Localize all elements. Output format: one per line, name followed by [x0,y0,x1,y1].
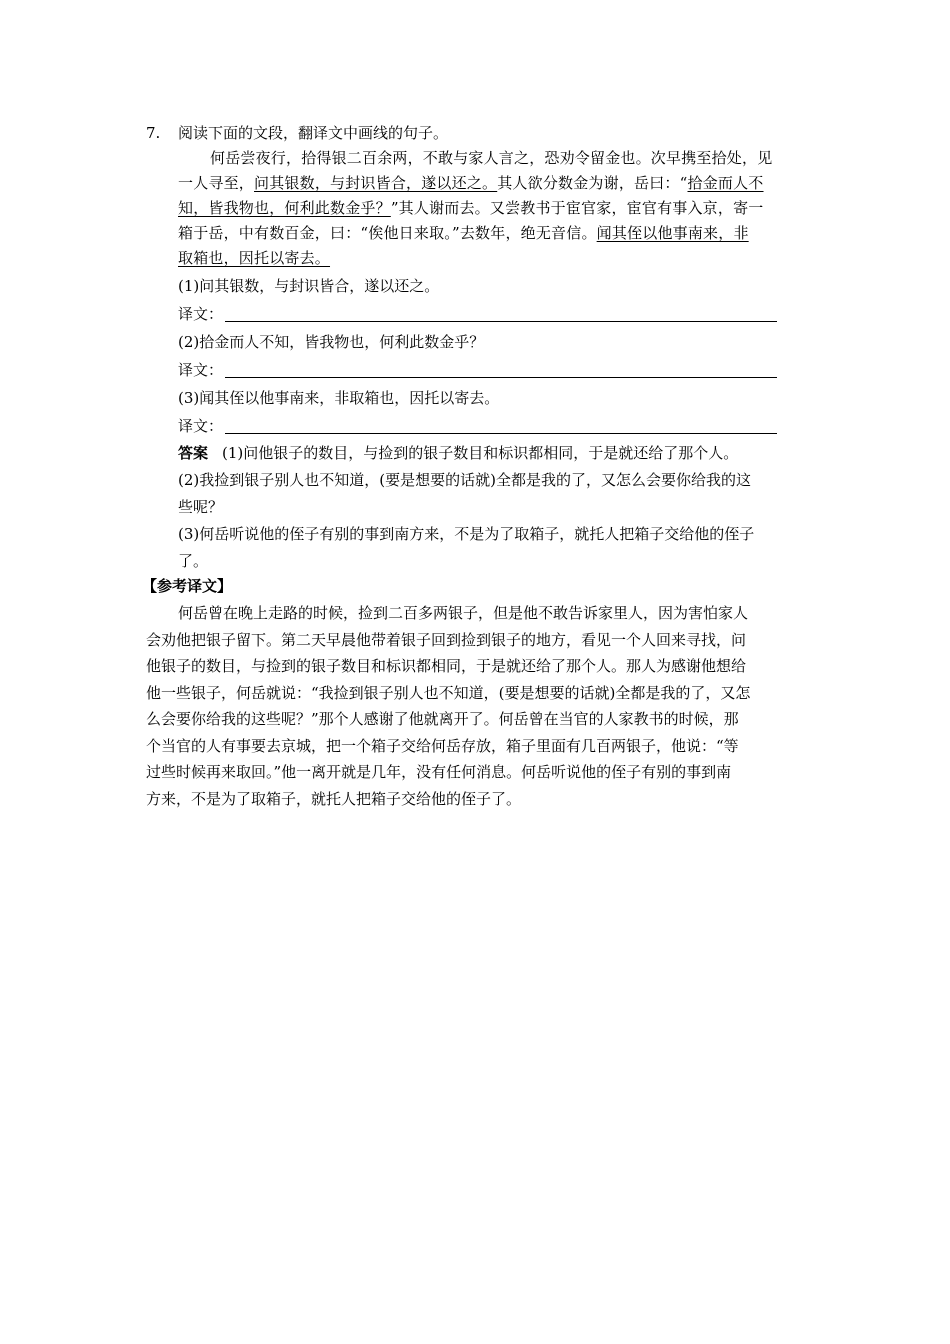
translation-label: 译文： [178,361,224,379]
underlined-sentence-2: 知，皆我物也，何利此数金乎？ [178,199,391,217]
answer-blank-line[interactable] [225,359,777,378]
translation-label: 译文： [178,305,224,323]
answer-text: (1)问他银子的数目，与捡到的银子数目和标识都相同，于是就还给了那个人。 [222,444,739,462]
reference-line: 会劝他把银子留下。第二天早晨他带着银子回到捡到银子的地方，看见一个人回来寻找，问 [146,630,747,649]
reference-line: 何岳曾在晚上走路的时候，捡到二百多两银子，但是他不敢告诉家里人，因为害怕家人 [178,604,749,622]
answer-blank-line[interactable] [225,303,777,322]
passage-line [178,221,808,246]
sub-question-2: (2)拾金而人不知，皆我物也，何利此数金乎？ [178,333,485,351]
reference-line: 方来，不是为了取箱子，就托人把箱子交给他的侄子了。 [146,789,522,808]
translation-field-3[interactable] [178,412,808,440]
passage-text: 箱于岳，中有数百金，曰：“俟他日来取。”去数年，绝无音信。 [178,224,597,242]
translation-label: 译文： [178,417,224,435]
answer-label: 答案 [178,444,209,462]
reference-line: 过些时候再来取回。”他一离开就是几年，没有任何消息。何岳听说他的侄子有别的事到南 [146,763,732,781]
question-number: 7. [146,124,161,142]
passage-line [178,196,808,221]
translation-field-1[interactable] [178,300,808,328]
translation-field-2[interactable] [178,356,808,384]
passage-line [178,146,808,171]
passage-line [178,246,808,271]
answer-blank-line[interactable] [225,415,777,434]
translation-items [178,272,808,440]
passage-text: 一人寻至， [178,174,255,192]
sub-question-3: (3)闻其侄以他事南来，非取箱也，因托以寄去。 [178,389,500,407]
underlined-sentence-2: 拾金而人不 [687,174,764,192]
underlined-sentence-1: 问其银数，与封识皆合，遂以还之。 [254,174,498,192]
question-title [146,121,448,146]
reference-translation [146,600,810,812]
answer-3-line: (3)何岳听说他的侄子有别的事到南方来，不是为了取箱子，就托人把箱子交给他的侄子 [178,525,755,543]
answer-2-line: (2)我捡到银子别人也不知道，(要是想要的话就)全都是我的了，又怎么会要你给我的这 [178,471,751,489]
answer-1 [178,440,810,467]
question-prompt: 阅读下面的文段，翻译文中画线的句子。 [178,124,449,142]
underlined-sentence-3: 取箱也，因托以寄去。 [178,249,331,267]
classical-passage [178,146,808,271]
reference-line: 他一些银子，何岳就说：“我捡到银子别人也不知道，(要是想要的话就)全都是我的了，又怎 [146,683,751,702]
reference-line: 么会要你给我的这些呢？”那个人感谢了他就离开了。何岳曾在当官的人家教书的时候，那 [146,710,739,728]
answer-2-line: 些呢？ [178,498,224,516]
passage-text: 何岳尝夜行，拾得银二百余两，不敢与家人言之，恐劝令留金也。次早携至拾处，见 [210,149,773,167]
answer-section [178,440,810,575]
answer-3-line: 了。 [178,552,209,570]
passage-text: 其人欲分数金为谢，岳曰：“ [497,174,688,192]
passage-line [178,171,808,196]
reference-line: 个当官的人有事要去京城，把一个箱子交给何岳存放，箱子里面有几百两银子，他说：“等 [146,736,739,755]
reference-title: 【参考译文】 [142,577,233,595]
reference-line: 他银子的数目，与捡到的银子数目和标识都相同，于是就还给了那个人。那人为感谢他想给 [146,657,747,675]
underlined-sentence-3: 闻其侄以他事南来，非 [596,224,749,242]
sub-question-1: (1)问其银数，与封识皆合，遂以还之。 [178,277,440,295]
passage-text: ”其人谢而去。又尝教书于宦官家，宦官有事入京，寄一 [390,199,764,217]
